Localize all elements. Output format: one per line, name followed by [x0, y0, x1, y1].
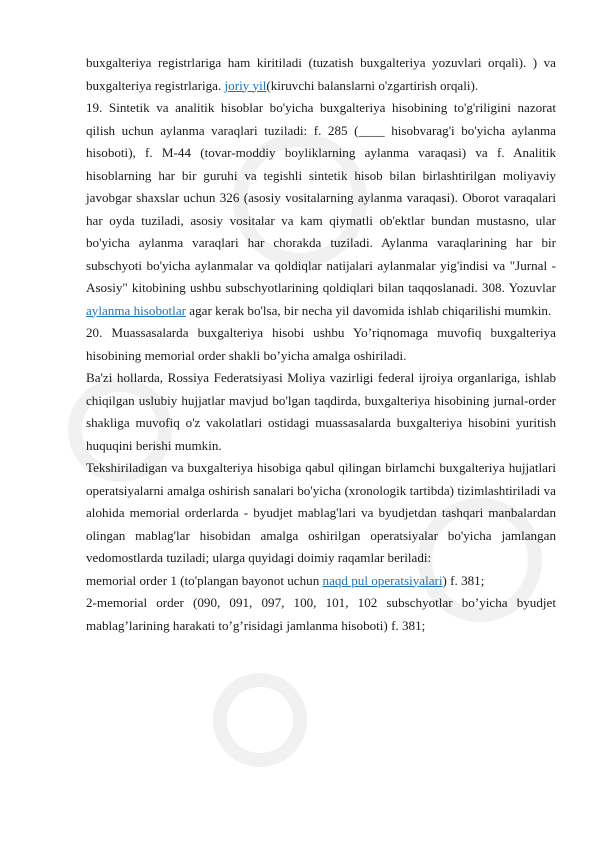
document-page: [86, 52, 556, 637]
paragraph-text: ) f. 381;: [442, 572, 485, 588]
paragraph-text: 19. Sintetik va analitik hisoblar bo'yicha buxgalteriya hisobining to'g'riligini nazorat qilish uchun aylanma varaqlari tuziladi: f. 285 (____ hisobvarag'i bo'yicha aylanma hisoboti), f. M-44 (tovar-moddiy boyliklarning aylanma varaqasi) va f. Analitik hisoblarning har bir guruhi va tegishli sintetik hisob bilan birlashtirilgan moliyaviy javobgar shaxslar uchun 326 (asosiy vositalarning aylanma varaqasi). Oborot varaqalari har oyda tuziladi, asosiy vositalar va kam qiymatli ob'ektlar bundan mustasno, ular bo'yicha aylanma varaqlari har chorakda tuziladi. Aylanma varaqlarining har bir subschyoti bo'yicha aylanmalar va qoldiqlar natijalari aylanmalar yig'indisi va "Jurnal - Asosiy" kitobining ushbu subschyotlarining qoldiqlari bilan taqqoslanadi. 308. Yozuvlar: [86, 100, 556, 295]
paragraph-text: buxgalteriya registrlariga ham kiritiladi (tuzatish buxgalteriya yozuvlari orqali). ) va buxgalteriya registrlariga.: [86, 55, 556, 93]
paragraph-20: [86, 322, 556, 367]
paragraph-text: memorial order 1 (to'plangan bayonot uchun: [86, 572, 323, 588]
paragraph-text: Tekshiriladigan va buxgalteriya hisobiga qabul qilingan birlamchi buxgalteriya hujjatlari operatsiyalarni amalga oshirish sanalari bo'yicha (xronologik tartibda) tizimlashtiriladi va alohida memorial orderlarda - byudjet mablag'lari va byudjetdan tashqari manbalardan olingan mablag'lar hisobidan amalga oshirilgan operatsiyalar bo'yicha jamlangan vedomostlarda tuziladi; ularga quyidagi doimiy raqamlar beriladi:: [86, 460, 556, 565]
link-naqd-pul-operatsiyalari[interactable]: naqd pul operatsiyalari: [322, 572, 443, 588]
paragraph-text: 20. Muassasalarda buxgalteriya hisobi ushbu Yo’riqnomaga muvofiq buxgalteriya hisobining memorial order shakli bo’yicha amalga oshiriladi.: [86, 325, 556, 363]
paragraph-1: [86, 52, 556, 97]
paragraph-memorial-order-2: [86, 592, 556, 637]
paragraph-19: [86, 97, 556, 322]
link-aylanma-hisobotlar[interactable]: aylanma hisobotlar: [86, 302, 186, 318]
link-joriy-yil[interactable]: joriy yil: [224, 77, 267, 93]
paragraph-bazi-hollarda: [86, 367, 556, 457]
paragraph-tekshiriladigan: [86, 457, 556, 570]
paragraph-text: agar kerak bo'lsa, bir necha yil davomida ishlab chiqarilishi mumkin.: [186, 302, 552, 318]
paragraph-text: 2-memorial order (090, 091, 097, 100, 101, 102 subschyotlar bo’yicha byudjet mablag’larining harakati to’g’risidagi jamlanma hisoboti) f. 381;: [86, 595, 556, 633]
paragraph-text: Ba'zi hollarda, Rossiya Federatsiyasi Moliya vazirligi federal ijroiya organlariga, ishlab chiqilgan uslubiy hujjatlar mavjud bo'lgan taqdirda, buxgalteriya hisobining jurnal-order shakliga muvofiq o'z vakolatlari ostidagi muassasalarda buxgalteriya hisobini yuritish huquqini berishi mumkin.: [86, 370, 556, 453]
paragraph-text: (kiruvchi balanslarni o'zgartirish orqali).: [266, 77, 479, 93]
paragraph-memorial-order-1: [86, 570, 556, 593]
